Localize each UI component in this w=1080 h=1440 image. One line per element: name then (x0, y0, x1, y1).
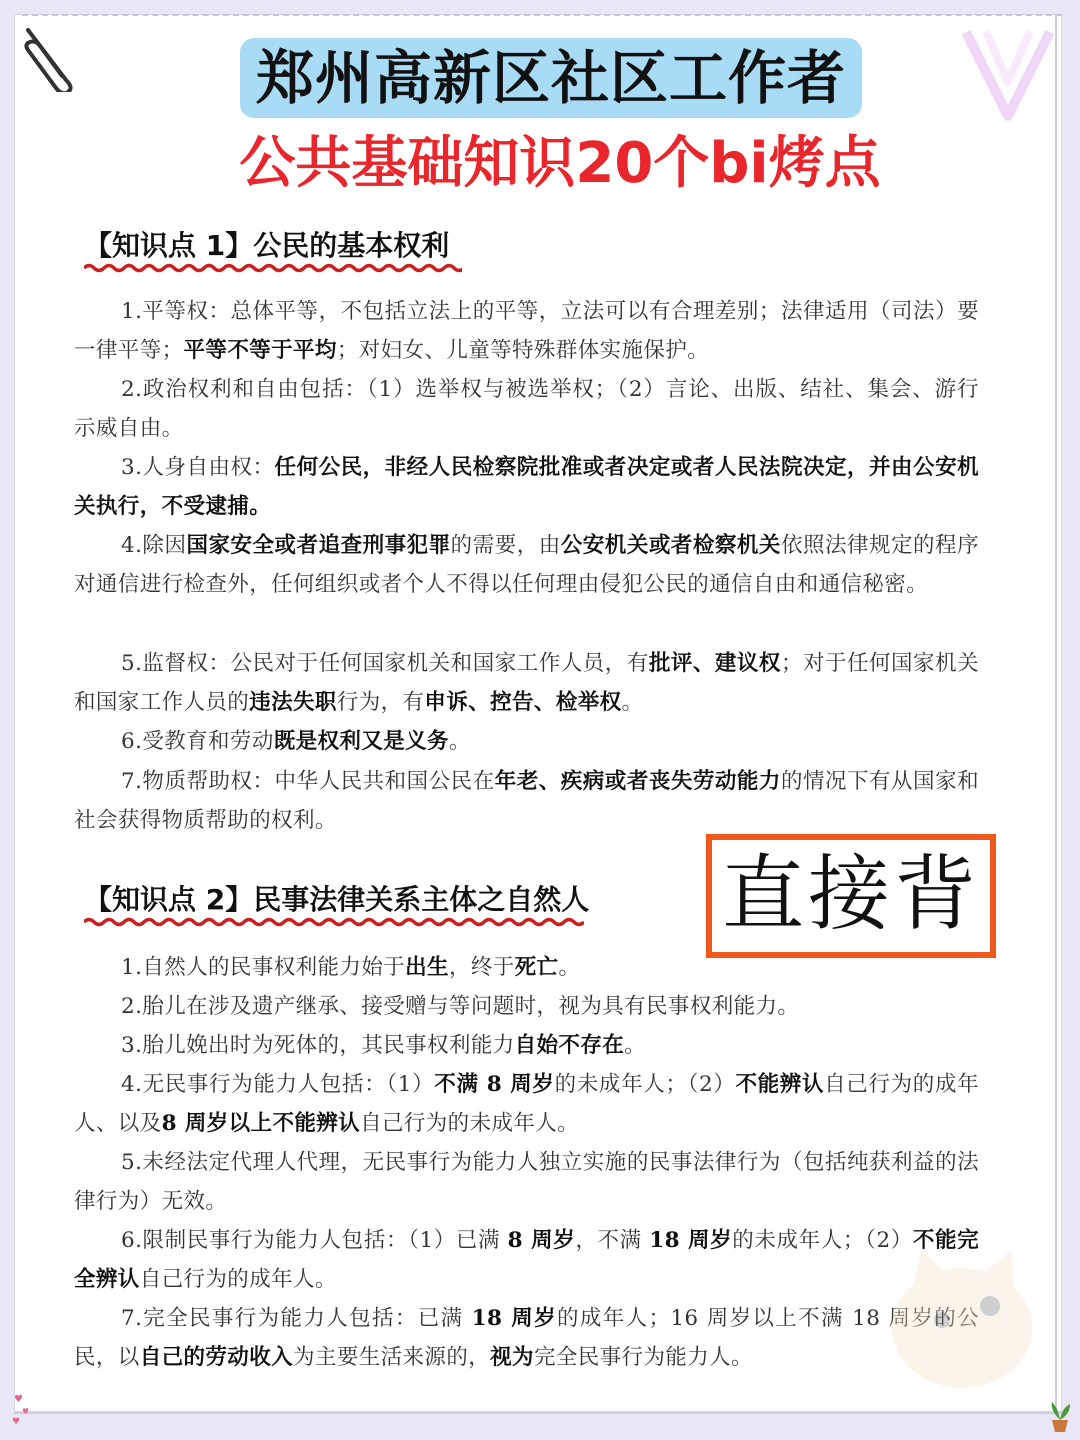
text-run: 。 (448, 729, 471, 754)
text-run: 完全民事行为能力人。 (533, 1345, 753, 1370)
bold-text: 批评、建议权 (648, 651, 781, 676)
text-run: ；对妇女、儿童等特殊群体实施保护。 (336, 338, 710, 363)
potted-plant-icon (1044, 1398, 1076, 1434)
bold-text: 18 周岁 (649, 1228, 733, 1253)
section1-paragraph-3 (74, 448, 979, 526)
bold-text: 18 周岁 (471, 1306, 557, 1331)
bold-text: 任何公民，非经人民检察院批准或者决定或者人民法院决定，并由公安机关执行，不受逮捕。 (74, 455, 979, 519)
svg-text:♥: ♥ (22, 1407, 30, 1416)
text-run: 7.物质帮助权：中华人民共和国公民在 (121, 769, 495, 794)
section2-wavy-underline (84, 916, 584, 928)
top-dashed-border (22, 14, 1062, 16)
section2-paragraph-1 (74, 948, 979, 987)
bold-text: 违法失职 (249, 690, 337, 715)
bold-text: 公安机关或者检察机关 (560, 533, 781, 558)
section2-heading: 【知识点 2】民事法律关系主体之自然人 (84, 883, 590, 916)
section2-paragraph-6 (74, 1221, 979, 1299)
svg-text:♥: ♥ (14, 1394, 23, 1405)
bold-text: 国家安全或者追查刑事犯罪 (186, 533, 451, 558)
bold-text: 死亡 (514, 955, 559, 980)
cat-sticker-icon (872, 1228, 1042, 1398)
section1-wavy-underline (84, 262, 462, 274)
bold-text: 不能完全辨认 (74, 1228, 980, 1292)
page-title: 郑州高新区社区工作者 (255, 44, 846, 112)
text-run: 1.平等权：总体平等，不包括立法上的平等，立法可以有合理差别；法律适用（司法）要一律平等； (74, 299, 979, 363)
text-run: 。 (621, 690, 644, 715)
text-run: 自己行为的成年人、以及 (74, 1072, 980, 1136)
text-run: 自己行为的未成年人。 (360, 1111, 580, 1136)
text-run: ，不满 (575, 1228, 650, 1253)
bold-text: 视为 (490, 1345, 534, 1370)
text-run: ；对于任何国家机关和国家工作人员的 (74, 651, 979, 715)
section1-paragraph-4 (74, 526, 979, 604)
text-run: 依照法律规定的程序对通信进行检查外，任何组织或者个人不得以任何理由侵犯公民的通信自由和通信秘密。 (74, 533, 979, 597)
text-run: 的需要，由 (450, 533, 561, 558)
section1-paragraph-2 (74, 370, 979, 448)
text-run: 6.限制民事行为能力人包括：（1）已满 (121, 1228, 508, 1253)
text-run: 行为，有 (336, 690, 425, 715)
bottom-border-line (14, 1412, 1062, 1414)
bold-text: 自己的劳动收入 (139, 1345, 294, 1370)
text-run: 为主要生活来源的， (293, 1345, 491, 1370)
text-run: 的未成年人；（2） (732, 1228, 913, 1253)
bold-text: 年老、疾病或者丧失劳动能力 (494, 769, 781, 794)
text-run: 的成年人；16 周岁以上不满 18 周岁的公民，以 (74, 1306, 979, 1370)
text-run: 2.政治权利和自由包括：（1）选举权与被选举权；（2）言论、出版、结社、集会、游行示威自由。 (74, 377, 979, 441)
memorize-stamp: 直接背 (706, 834, 996, 958)
text-run: 6.受教育和劳动 (121, 729, 274, 754)
section1-heading: 【知识点 1】公民的基本权利 (84, 229, 450, 262)
text-run: 5.未经法定代理人代理，无民事行为能力人独立实施的民事法律行为（包括纯获利益的法律行为）无效。 (74, 1150, 979, 1214)
hearts-decoration-icon (8, 1388, 38, 1428)
bold-text: 8 周岁 (507, 1228, 576, 1253)
svg-text:♥: ♥ (12, 1417, 21, 1427)
text-run: 3.人身自由权： (121, 455, 275, 480)
section2-paragraph-7 (74, 1299, 979, 1377)
section2-paragraph-3 (74, 1026, 979, 1065)
text-run: ，终于 (448, 955, 515, 980)
bold-text: 既是权利又是义务 (273, 729, 449, 754)
text-run: 5.监督权：公民对于任何国家机关和国家工作人员，有 (121, 651, 649, 676)
text-run: 3.胎儿娩出时为死体的，其民事权利能力 (121, 1033, 515, 1058)
decorative-v-logo-icon (958, 20, 1058, 130)
text-run: 。 (624, 1033, 647, 1058)
section2-paragraph-5 (74, 1143, 979, 1221)
text-run: 2.胎儿在涉及遗产继承、接受赠与等问题时，视为具有民事权利能力。 (121, 994, 800, 1019)
right-border-line (1055, 14, 1057, 1412)
section2-paragraph-4 (74, 1065, 979, 1143)
page-subtitle: 公共基础知识20个bi烤点 (239, 131, 881, 196)
text-run: 的情况下有从国家和社会获得物质帮助的权利。 (74, 769, 979, 833)
section1-paragraph-7 (74, 762, 979, 840)
bold-text: 不满 8 周岁 (434, 1072, 555, 1097)
text-run: 7.完全民事行为能力人包括：已满 (121, 1306, 472, 1331)
text-run: 自己行为的成年人。 (139, 1267, 337, 1292)
bold-text: 不能辨认 (735, 1072, 825, 1097)
text-run: 。 (558, 955, 581, 980)
text-run: 4.除因 (121, 533, 187, 558)
paperclip-icon (22, 22, 82, 92)
bold-text: 自始不存在 (514, 1033, 625, 1058)
bold-text: 申诉、控告、检举权 (424, 690, 622, 715)
section1-paragraph-5 (74, 644, 979, 722)
bold-text: 8 周岁以上不能辨认 (161, 1111, 361, 1136)
text-run: 1.自然人的民事权利能力始于 (121, 955, 406, 980)
section1-paragraph-6 (74, 722, 979, 761)
bold-text: 出生 (405, 955, 449, 980)
bold-text: 平等不等于平均 (183, 338, 337, 363)
text-run: 的未成年人；（2） (554, 1072, 736, 1097)
section1-paragraph-1 (74, 292, 979, 370)
text-run: 4.无民事行为能力人包括：（1） (121, 1072, 435, 1097)
section2-paragraph-2 (74, 987, 979, 1026)
